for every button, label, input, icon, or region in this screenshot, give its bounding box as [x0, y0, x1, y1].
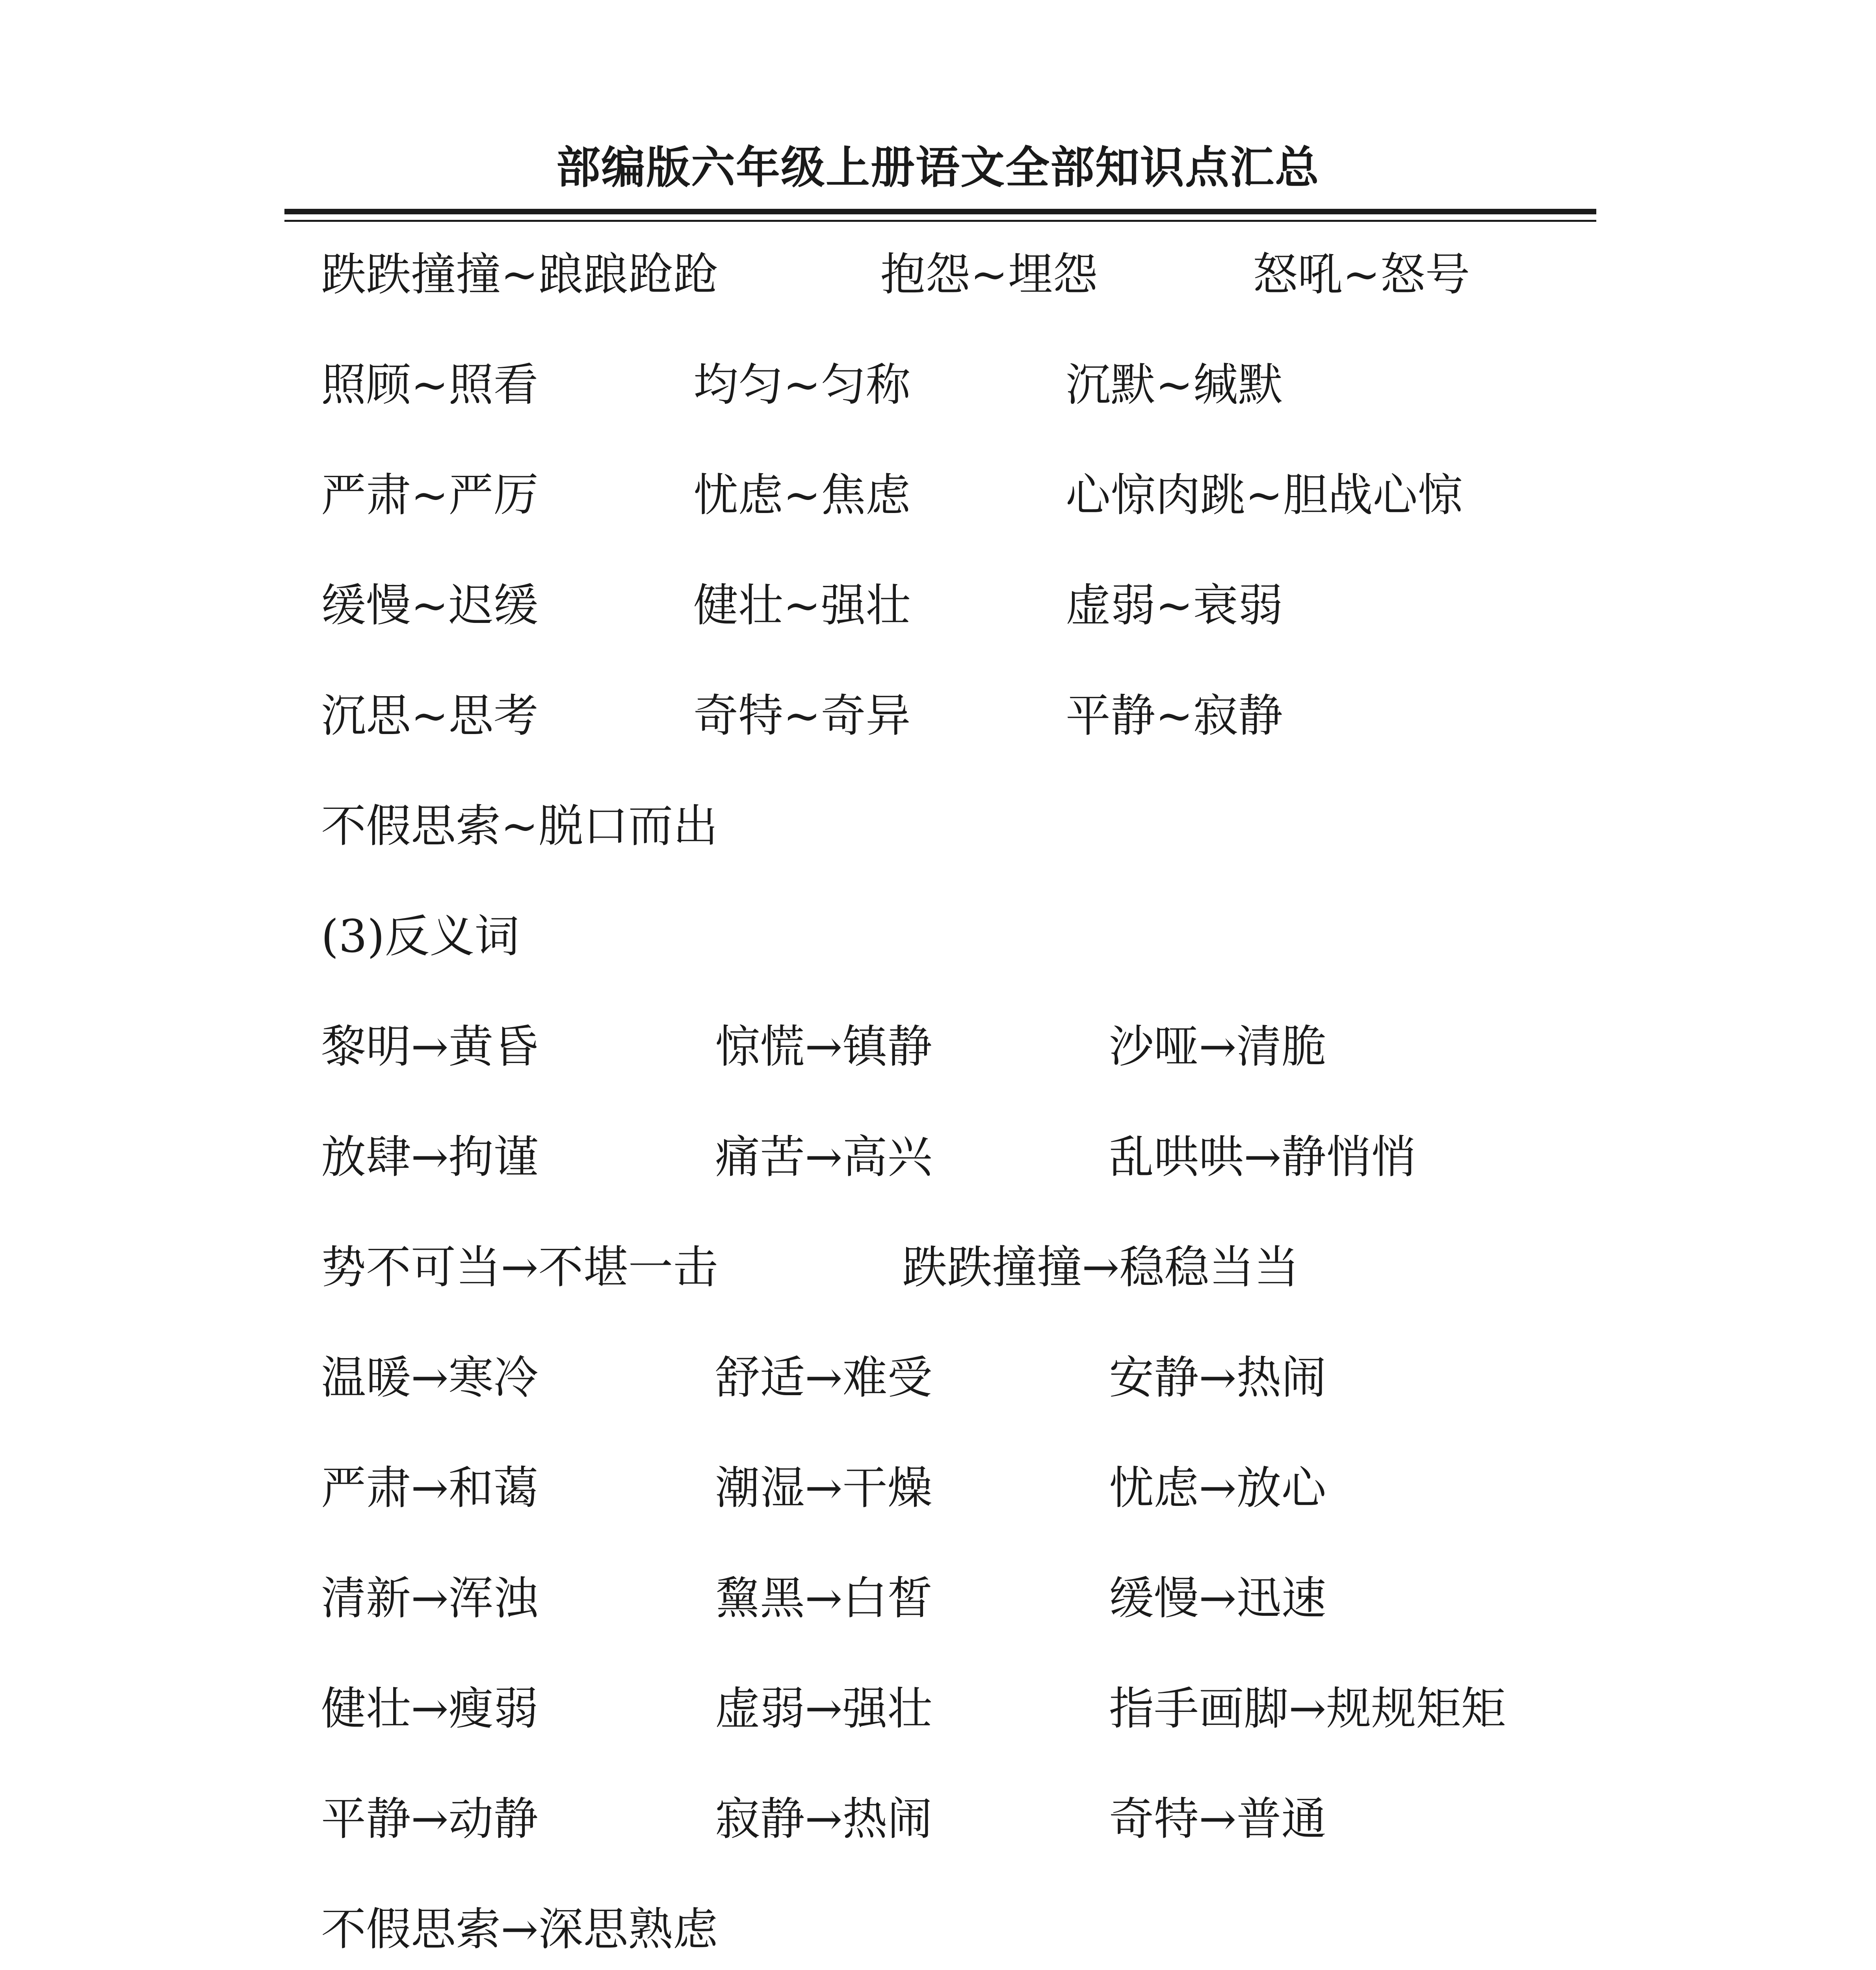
word-row [0, 1241, 1876, 1308]
word-row [0, 690, 1876, 756]
word-pair: 忧虑→放心 [1109, 1462, 1326, 1514]
word-pair: 缓慢→迅速 [1109, 1572, 1326, 1624]
word-pair: 跌跌撞撞~踉踉跄跄 [321, 248, 718, 301]
word-row [0, 1903, 1876, 1970]
word-pair: 温暖→寒冷 [321, 1351, 539, 1404]
word-pair: 乱哄哄→静悄悄 [1109, 1131, 1416, 1183]
word-pair: 抱怨~埋怨 [880, 248, 1098, 301]
page-title: 部编版六年级上册语文全部知识点汇总 [556, 142, 1320, 193]
word-pair: 健壮~强壮 [693, 579, 911, 632]
word-pair: 心惊肉跳~胆战心惊 [1066, 469, 1463, 521]
word-pair: 黎明→黄昏 [321, 1020, 539, 1073]
word-pair: 惊慌→镇静 [715, 1020, 932, 1073]
word-pair: 平静→动静 [321, 1793, 539, 1845]
word-row [0, 1462, 1876, 1529]
word-pair: 不假思索~脱口而出 [321, 800, 718, 852]
word-pair: 奇特→普通 [1109, 1793, 1326, 1845]
word-pair: 不假思索→深思熟虑 [321, 1903, 718, 1955]
word-row [0, 1682, 1876, 1749]
word-pair: 健壮→瘦弱 [321, 1682, 539, 1735]
word-pair: 痛苦→高兴 [715, 1131, 932, 1183]
word-pair: 严肃~严厉 [321, 469, 539, 521]
word-pair: 沉默~缄默 [1066, 359, 1283, 411]
word-pair: 奇特~奇异 [693, 690, 911, 742]
word-pair: 潮湿→干燥 [715, 1462, 932, 1514]
word-pair: 虚弱~衰弱 [1066, 579, 1283, 632]
section-heading-antonyms: (3)反义词 [321, 910, 520, 963]
word-pair: 沉思~思考 [321, 690, 539, 742]
word-pair: 虚弱→强壮 [715, 1682, 932, 1735]
word-row [0, 800, 1876, 867]
word-pair: 怒吼~怒号 [1253, 248, 1470, 301]
word-pair: 平静~寂静 [1066, 690, 1283, 742]
header-rule-thin [284, 220, 1596, 222]
word-pair: 寂静→热闹 [715, 1793, 932, 1845]
word-row [0, 248, 1876, 315]
word-pair: 沙哑→清脆 [1109, 1020, 1326, 1073]
section-heading-row [0, 910, 1876, 977]
word-pair: 清新→浑浊 [321, 1572, 539, 1624]
word-row [0, 1351, 1876, 1418]
word-pair: 均匀~匀称 [693, 359, 911, 411]
header-rule-thick [284, 209, 1596, 214]
word-pair: 忧虑~焦虑 [693, 469, 911, 521]
word-pair: 指手画脚→规规矩矩 [1109, 1682, 1506, 1735]
word-pair: 缓慢~迟缓 [321, 579, 539, 632]
word-pair: 跌跌撞撞→稳稳当当 [902, 1241, 1299, 1294]
word-row [0, 1572, 1876, 1639]
word-row [0, 579, 1876, 646]
word-pair: 安静→热闹 [1109, 1351, 1326, 1404]
word-row [0, 1131, 1876, 1198]
word-pair: 严肃→和蔼 [321, 1462, 539, 1514]
word-row [0, 1793, 1876, 1860]
word-pair: 黧黑→白皙 [715, 1572, 932, 1624]
word-pair: 舒适→难受 [715, 1351, 932, 1404]
word-pair: 放肆→拘谨 [321, 1131, 539, 1183]
word-pair: 照顾~照看 [321, 359, 539, 411]
word-row [0, 359, 1876, 426]
word-pair: 势不可当→不堪一击 [321, 1241, 718, 1294]
word-row [0, 1020, 1876, 1087]
word-row [0, 469, 1876, 536]
